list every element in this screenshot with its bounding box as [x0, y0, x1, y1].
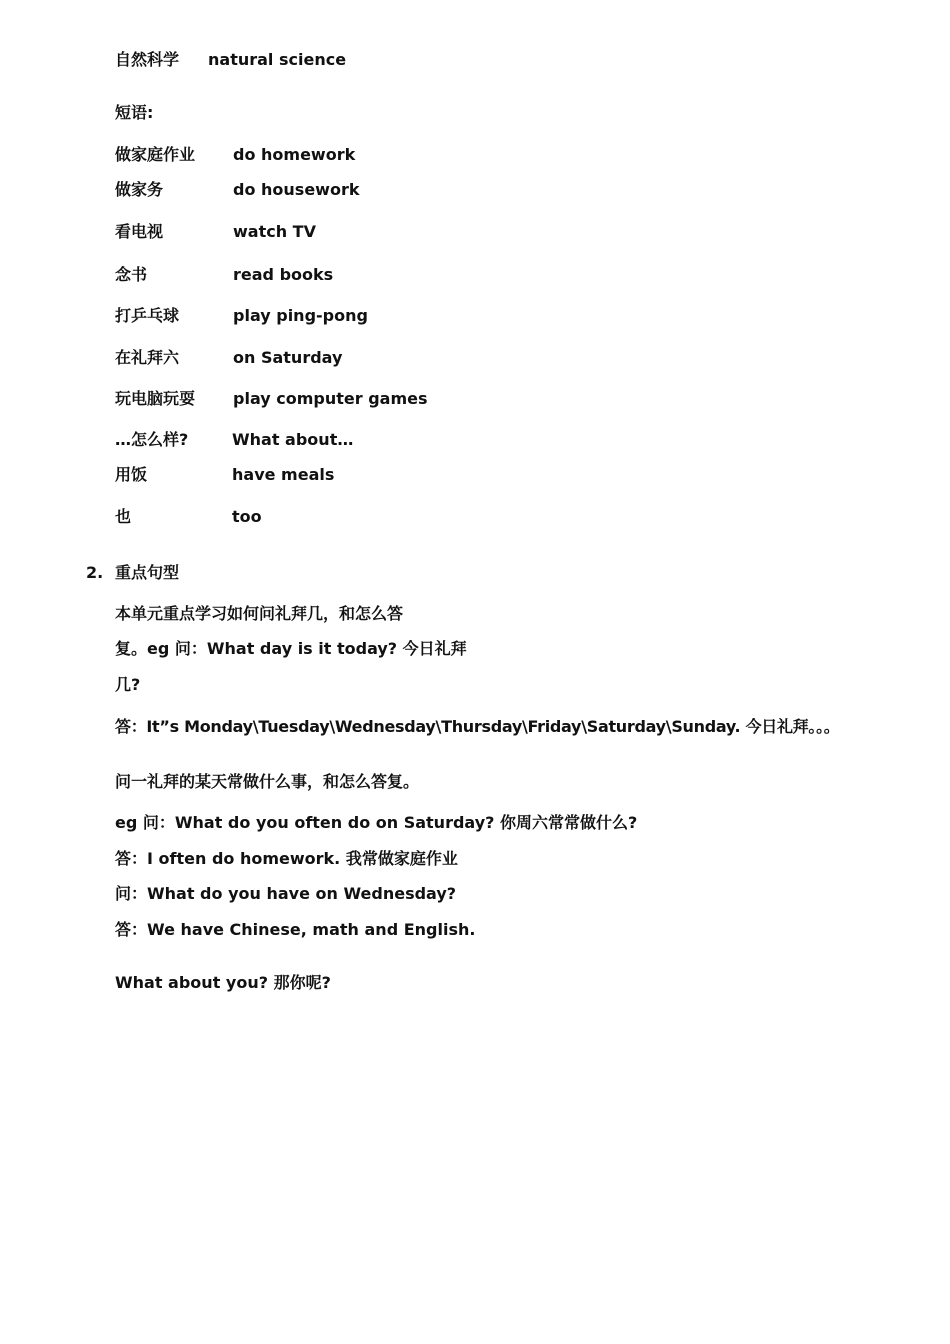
body-line: 答：I often do homework. 我常做家庭作业: [115, 849, 458, 868]
body-line: eg 问：What do you often do on Saturday? 你周六常常做什么?: [115, 813, 638, 832]
phrases-heading: 短语:: [115, 103, 154, 122]
body-line: What about you? 那你呢?: [115, 973, 331, 992]
phrase-cn: 做家庭作业: [115, 145, 196, 164]
phrase-en: read books: [233, 265, 334, 284]
body-line: 本单元重点学习如何问礼拜几，和怎么答: [115, 604, 404, 623]
body-line: 问：What do you have on Wednesday?: [115, 884, 457, 903]
phrase-en: have meals: [232, 465, 335, 484]
phrase-cn: 用饭: [115, 465, 148, 484]
phrase-en: watch TV: [233, 222, 316, 241]
phrase-cn: 打乒乓球: [115, 306, 180, 325]
intro-en: natural science: [208, 50, 347, 69]
section-number: 2.: [86, 563, 104, 582]
body-line: 答：It”s Monday\Tuesday\Wednesday\Thursday\Friday\Saturday\Sunday. 今日礼拜。。。: [115, 717, 840, 736]
phrase-cn: 做家务: [115, 180, 164, 199]
phrase-en: too: [232, 507, 262, 526]
phrase-en: do homework: [233, 145, 356, 164]
phrase-cn: 玩电脑玩耍: [115, 389, 196, 408]
body-line: 几?: [115, 675, 141, 694]
intro-cn: 自然科学: [115, 50, 180, 69]
phrase-en: play ping-pong: [233, 306, 368, 325]
phrase-en: What about…: [232, 430, 354, 449]
body-line: 复。eg 问：What day is it today? 今日礼拜: [115, 639, 467, 658]
phrase-cn: 念书: [115, 265, 148, 284]
body-line: 问一礼拜的某天常做什么事，和怎么答复。: [115, 772, 420, 791]
phrase-cn: 在礼拜六: [115, 348, 180, 367]
phrase-en: play computer games: [233, 389, 428, 408]
phrase-en: on Saturday: [233, 348, 343, 367]
section-heading: 重点句型: [115, 563, 180, 582]
body-line: 答：We have Chinese, math and English.: [115, 920, 476, 939]
phrase-cn: 也: [115, 507, 132, 526]
phrase-cn: 看电视: [115, 222, 164, 241]
phrase-en: do housework: [233, 180, 360, 199]
phrase-cn: …怎么样?: [115, 430, 189, 449]
